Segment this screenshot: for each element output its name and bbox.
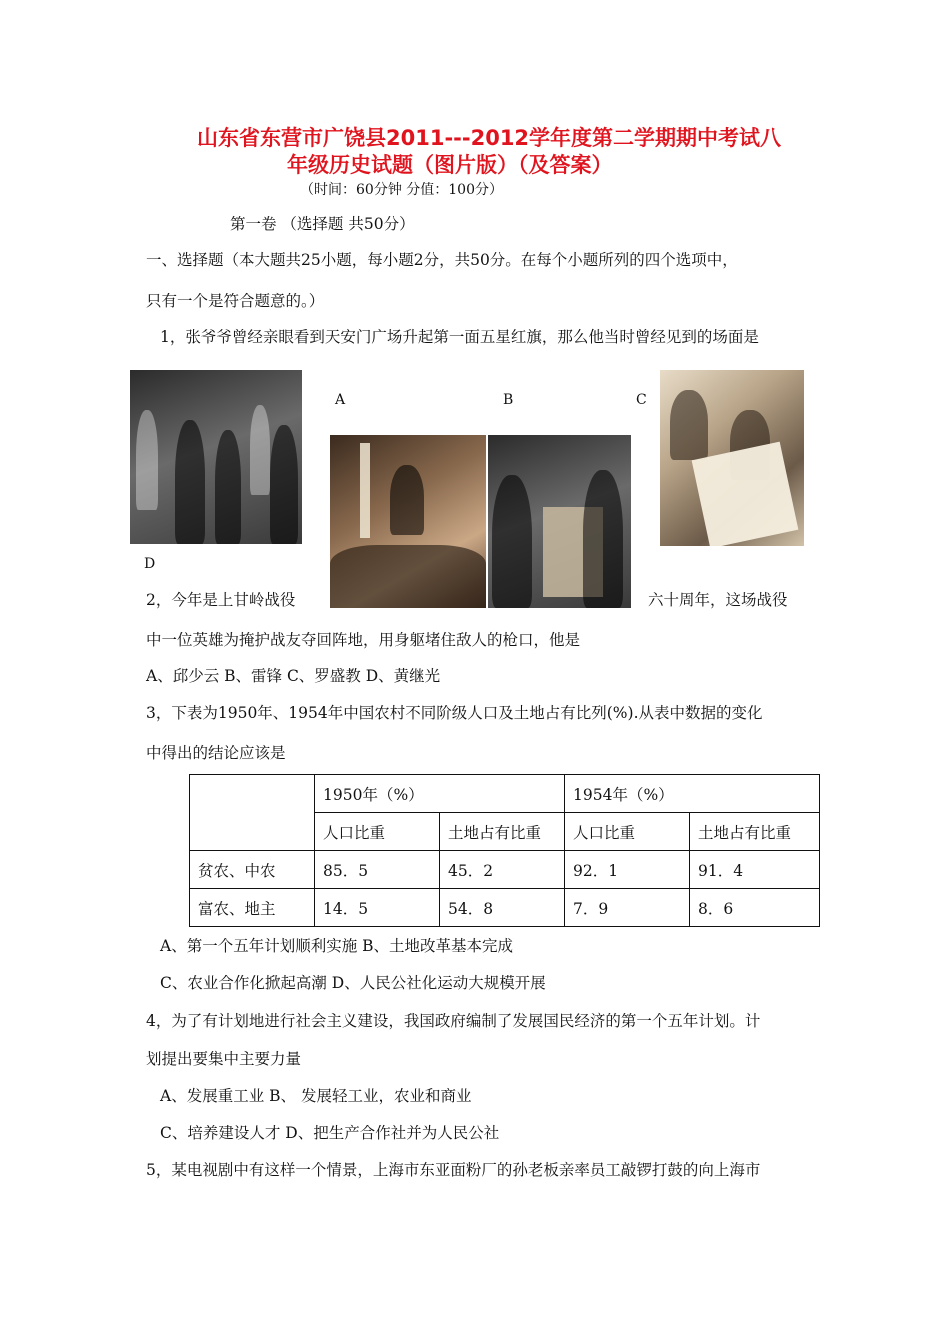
q1-stem: 1，张爷爷曾经亲眼看到天安门广场升起第一面五星红旗，那么他当时曾经见到的场面是 bbox=[160, 328, 759, 346]
q1-label-b: B bbox=[503, 392, 514, 408]
instructions-line1: 一、选择题（本大题共25小题，每小题2分，共50分。在每个小题所列的四个选项中， bbox=[146, 251, 738, 269]
q1-label-d: D bbox=[144, 556, 156, 572]
table-row bbox=[190, 775, 820, 813]
page-title-line2: 年级历史试题（图片版）（及答案） bbox=[287, 153, 613, 177]
table-corner-cell bbox=[190, 775, 315, 851]
q3-stem-line1: 3，下表为1950年、1954年中国农村不同阶级人口及土地占有比列(%).从表中数据的变化 bbox=[146, 704, 763, 722]
instructions-line2: 只有一个是符合题意的。） bbox=[146, 292, 325, 310]
table-year-header: 1950年（%） bbox=[315, 775, 565, 813]
q5-stem-line1: 5，某电视剧中有这样一个情景，上海市东亚面粉厂的孙老板亲率员工敲锣打鼓的向上海市 bbox=[146, 1161, 761, 1179]
table-row bbox=[190, 851, 820, 889]
table-cell: 92．1 bbox=[565, 851, 690, 889]
table-row-label: 富农、地主 bbox=[190, 889, 315, 927]
table-sub-header: 人口比重 bbox=[315, 813, 440, 851]
table-cell: 14．5 bbox=[315, 889, 440, 927]
q4-stem-line2: 划提出要集中主要力量 bbox=[146, 1050, 302, 1068]
q2-stem-line2: 中一位英雄为掩护战友夺回阵地，用身躯堵住敌人的枪口，他是 bbox=[146, 631, 581, 649]
q3-stem-line2: 中得出的结论应该是 bbox=[146, 744, 286, 762]
table-sub-header: 土地占有比重 bbox=[690, 813, 820, 851]
table-cell: 85．5 bbox=[315, 851, 440, 889]
q2-stem-part2: 六十周年，这场战役 bbox=[648, 591, 788, 609]
table-sub-header: 土地占有比重 bbox=[440, 813, 565, 851]
q3-options-line1: A、第一个五年计划顺利实施 B、土地改革基本完成 bbox=[160, 937, 514, 955]
table-year-header: 1954年（%） bbox=[565, 775, 820, 813]
q1-photo-d bbox=[130, 370, 302, 544]
q1-photo-b bbox=[488, 435, 631, 608]
q1-label-a: A bbox=[335, 392, 346, 408]
q1-photo-c bbox=[660, 370, 804, 546]
table-cell: 91．4 bbox=[690, 851, 820, 889]
q4-options-line1: A、发展重工业 B、 发展轻工业，农业和商业 bbox=[160, 1087, 472, 1105]
q3-data-table bbox=[189, 774, 820, 927]
table-sub-header: 人口比重 bbox=[565, 813, 690, 851]
table-cell: 54．8 bbox=[440, 889, 565, 927]
table-cell: 7．9 bbox=[565, 889, 690, 927]
time-score: （时间：60分钟 分值：100分） bbox=[300, 182, 503, 198]
q1-photo-a bbox=[330, 435, 486, 608]
q4-options-line2: C、培养建设人才 D、把生产合作社并为人民公社 bbox=[160, 1124, 500, 1142]
table-row bbox=[190, 889, 820, 927]
q3-options-line2: C、农业合作化掀起高潮 D、人民公社化运动大规模开展 bbox=[160, 974, 546, 992]
table-cell: 45．2 bbox=[440, 851, 565, 889]
q2-stem-part1: 2，今年是上甘岭战役 bbox=[146, 591, 296, 609]
table-row-label: 贫农、中农 bbox=[190, 851, 315, 889]
q1-label-c: C bbox=[636, 392, 647, 408]
q2-options: A、邱少云 B、雷锋 C、罗盛教 D、黄继光 bbox=[146, 667, 441, 685]
q4-stem-line1: 4，为了有计划地进行社会主义建设，我国政府编制了发展国民经济的第一个五年计划。计 bbox=[146, 1012, 761, 1030]
volume-heading: 第一卷 （选择题 共50分） bbox=[230, 215, 415, 233]
table-cell: 8．6 bbox=[690, 889, 820, 927]
page-title-line1: 山东省东营市广饶县2011---2012学年度第二学期期中考试八 bbox=[197, 126, 782, 150]
